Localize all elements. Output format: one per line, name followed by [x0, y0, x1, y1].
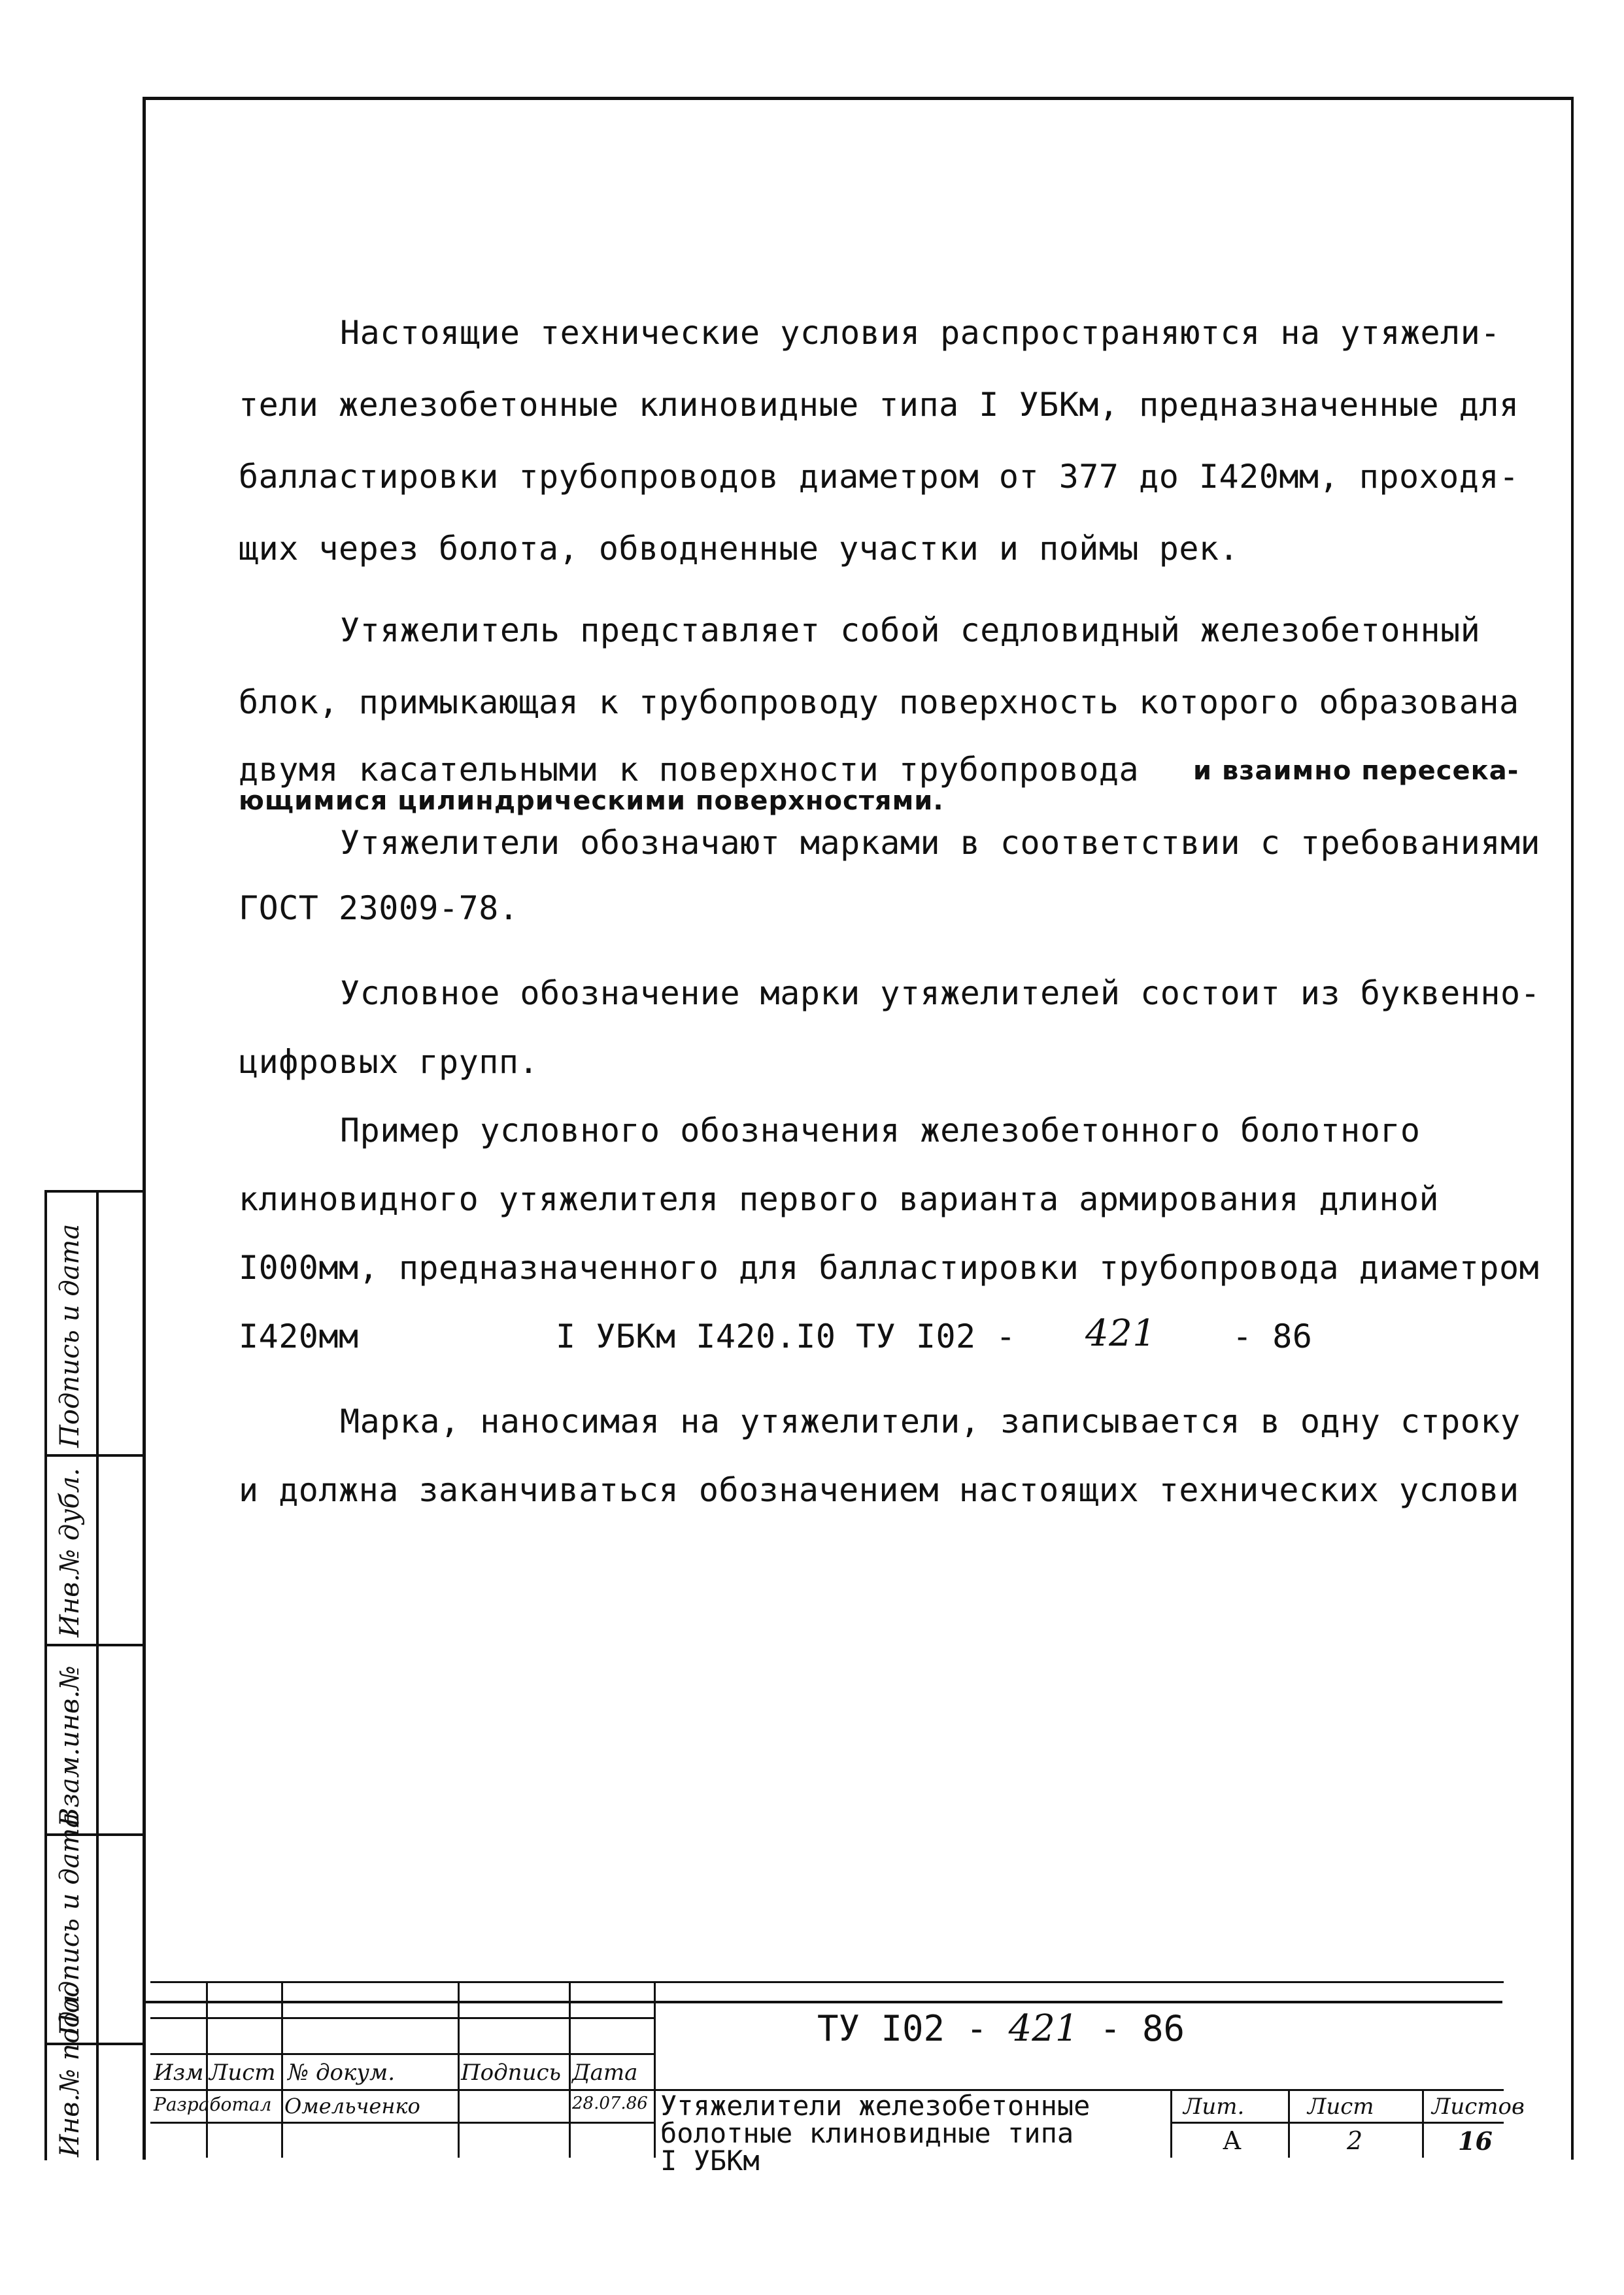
example-designation: I УБКм I420.I0 ТУ I02 - [556, 1318, 1016, 1355]
header-rev: Изм [154, 2060, 204, 2086]
sheet-value: 2 [1347, 2126, 1363, 2155]
product-name: Утяжелители железобетонные болотные клиновидные типа I УБКм [660, 2090, 1091, 2177]
rule [150, 2122, 654, 2124]
rule [458, 1981, 460, 2158]
developer-label: Разработал [154, 2094, 272, 2115]
paragraph-line: ГОСТ 23009-78. [239, 889, 519, 927]
paragraph-line: двумя касательными к поверхности трубопровода [239, 751, 1140, 789]
paragraph-line: и должна заканчиваться обозначением настоящих технических услови [239, 1471, 1519, 1509]
developer-date: 28.07.86 [572, 2094, 648, 2113]
example-designation-number: 421 [1085, 1312, 1157, 1355]
side-stamp-label: Подпись и дата [55, 1223, 85, 1448]
document-code [817, 2007, 1185, 2050]
side-stamp-label: Подпись и дата [55, 1812, 85, 2036]
sheets-value: 16 [1458, 2126, 1493, 2156]
paragraph-line: Настоящие технические условия распространяются на утяжели- [340, 314, 1500, 352]
rule [150, 1981, 1504, 1983]
rule [150, 2053, 654, 2055]
header-signature: Подпись [461, 2060, 562, 2086]
handwritten-insert: и взаимно пересека- [1193, 756, 1519, 786]
lit-value: А [1223, 2126, 1242, 2155]
paragraph-line: I000мм, предназначенного для балластировки трубопровода диаметром [239, 1249, 1540, 1287]
paragraph-line: клиновидного утяжелителя первого варианта армирования длиной [239, 1180, 1440, 1218]
paragraph-line: Утяжелители обозначают марками в соответствии с требованиями [340, 824, 1541, 862]
paragraph-line: щих через болота, обводненные участки и поймы рек. [239, 530, 1240, 568]
sheets-label: Листов [1432, 2094, 1525, 2120]
rule [206, 1981, 208, 2158]
paragraph-line: балластировки трубопроводов диаметром от 377 до I420мм, проходя- [239, 458, 1519, 496]
example-diameter: I420мм [239, 1318, 359, 1355]
rule [1170, 2089, 1172, 2158]
developer-name: Омельченко [284, 2094, 420, 2118]
handwritten-insert: ющимися цилиндрическими поверхностями. [239, 786, 944, 816]
rule [281, 1981, 283, 2158]
document-code-number: 421 [1008, 2007, 1079, 2050]
rule [1288, 2089, 1290, 2158]
header-doc-no: № докум. [288, 2060, 396, 2086]
rule [1170, 2122, 1504, 2124]
side-stamp-label: Взам.инв.№ [55, 1665, 85, 1827]
rule [569, 1981, 571, 2158]
document-code-suffix: - 86 [1100, 2008, 1185, 2049]
paragraph-line: тели железобетонные клиновидные типа I УБКм, предназначенные для [239, 386, 1519, 424]
header-sheet: Лист [209, 2060, 276, 2086]
rule [654, 1981, 656, 2158]
rule [1422, 2089, 1424, 2158]
side-stamp-label: Инв.№ подл. [55, 1986, 85, 2157]
lit-label: Лит. [1183, 2094, 1245, 2120]
side-stamp [44, 1190, 145, 2160]
paragraph-line: Условное обозначение марки утяжелителей состоит из буквенно- [340, 974, 1541, 1012]
paragraph-line: Утяжелитель представляет собой седловидный железобетонный [340, 611, 1481, 649]
example-designation-year: - 86 [1232, 1318, 1313, 1355]
side-stamp-label: Инв.№ дубл. [55, 1468, 85, 1637]
rule [150, 2017, 654, 2019]
paragraph-line: блок, примыкающая к трубопроводу поверхность которого образована [239, 683, 1519, 721]
paragraph-line: Пример условного обозначения железобетонного болотного [340, 1112, 1421, 1149]
document-code-prefix: ТУ I02 - [817, 2008, 988, 2049]
paragraph-line: Марка, наносимая на утяжелители, записывается в одну строку [340, 1402, 1521, 1440]
title-block [150, 1981, 1525, 2177]
paragraph-line: цифровых групп. [239, 1043, 539, 1081]
header-date: Дата [572, 2060, 638, 2086]
sheet-label: Лист [1308, 2094, 1374, 2120]
